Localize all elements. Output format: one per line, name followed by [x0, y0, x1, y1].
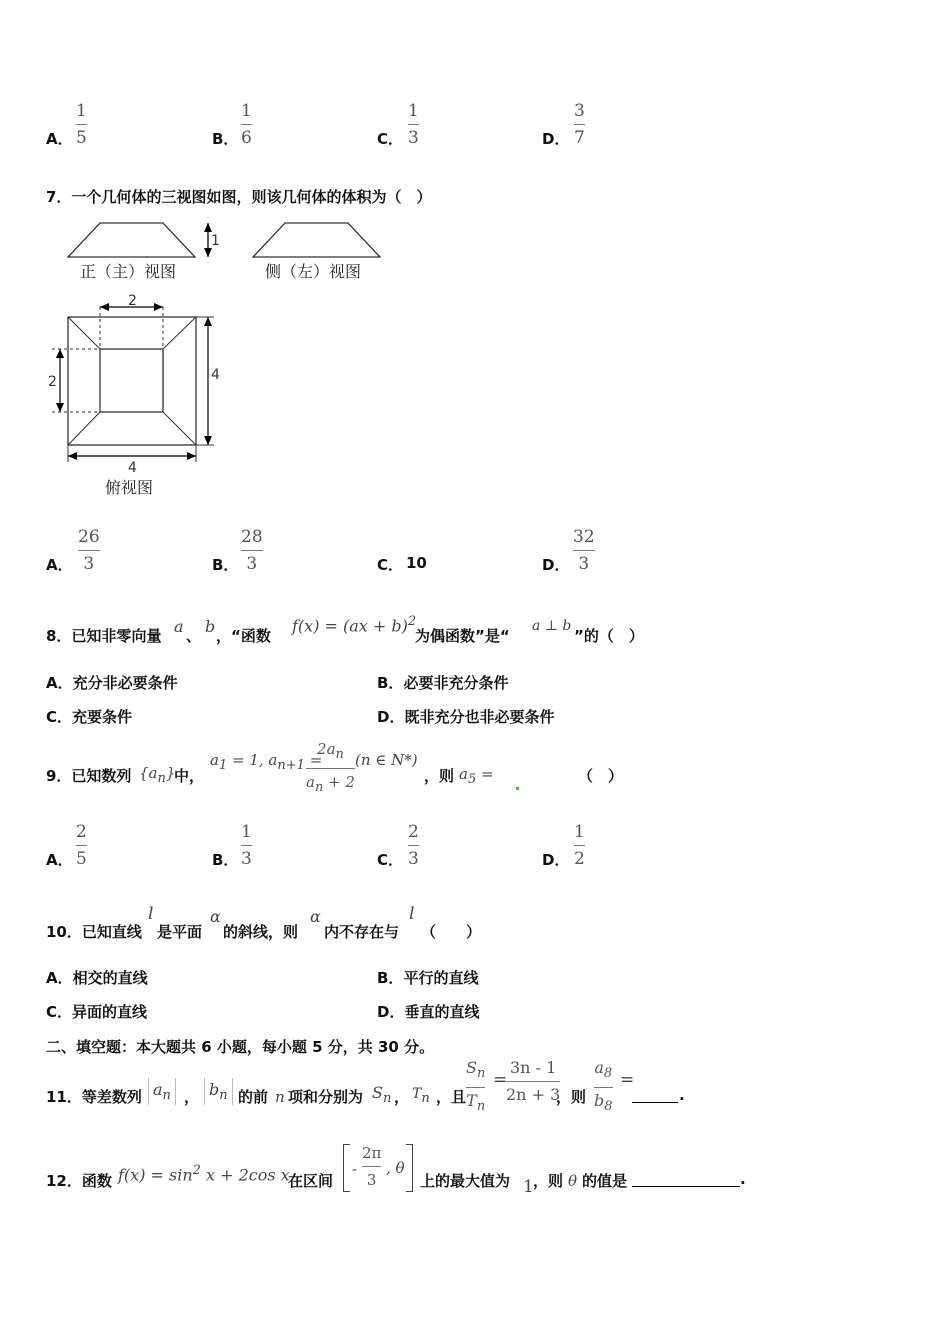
q10-option-a: A．相交的直线: [46, 969, 148, 987]
front-view-label: 正（主）视图: [80, 262, 177, 281]
q11-ratio: $S_n$ $T_n$: [466, 1058, 486, 1115]
q8-perp: a ⊥ b: [532, 618, 572, 634]
q10-text-4: 内不存在与: [324, 923, 400, 941]
q9-option-d-value: 1 2: [574, 822, 585, 869]
height-arrow-top: [204, 223, 212, 232]
q8-text-4: ”的（ ）: [574, 627, 644, 645]
q9-option-c-label: C．: [377, 851, 404, 869]
q12-text-3: 上的最大值为: [420, 1172, 511, 1190]
q7-option-a-label: A．: [46, 556, 73, 574]
q10-paren: （ ）: [421, 923, 482, 941]
top-view-label: 俯视图: [105, 478, 154, 497]
q8-option-a: A．充分非必要条件: [46, 674, 178, 692]
q8-vector-b: b: [205, 617, 216, 636]
q9-text-1: 9．已知数列: [46, 767, 132, 785]
q11-eq: =: [493, 1070, 508, 1090]
section-2-heading: 二、填空题：本大题共 6 小题，每小题 5 分，共 30 分。: [46, 1038, 435, 1056]
top-view-edge: [163, 317, 196, 349]
q7-option-c-label: C．: [377, 556, 404, 574]
q6-option-b-value: 1 6: [241, 101, 252, 148]
q9-condition-tail: (n ∈ N*): [355, 751, 418, 769]
q12-function: $f(x) = \sin^2 x + 2\cos$ x: [118, 1163, 290, 1185]
q9-option-c-value: 2 3: [408, 822, 419, 869]
q11-answer-blank[interactable]: [632, 1088, 678, 1103]
q9-text-3: ，则: [424, 767, 455, 785]
q12-minus: -: [352, 1160, 358, 1178]
q7-option-c-value: 10: [406, 554, 427, 572]
q8-text-3: 为偶函数”是“: [415, 627, 510, 645]
q10-text-1: 10．已知直线: [46, 923, 142, 941]
height-dim-label: 1: [211, 233, 220, 249]
q10-option-b: B．平行的直线: [377, 969, 479, 987]
left-dim-label: 2: [48, 374, 57, 390]
q10-option-d: D．垂直的直线: [377, 1003, 480, 1021]
q10-text-2: 是平面: [157, 923, 203, 941]
q7-three-view-figure: [48, 215, 400, 505]
q11-seq-a: $a_n$: [148, 1078, 176, 1105]
q9-option-a-value: 2 5: [76, 822, 87, 869]
q9-text-2: 中，: [174, 767, 205, 785]
q8-function: f(x) = (ax + b)$^2$: [292, 614, 417, 636]
q10-plane-alpha-2: α: [310, 907, 321, 926]
q8-option-d: D．既非充分也非必要条件: [377, 708, 555, 726]
side-view-label: 侧（左）视图: [265, 262, 362, 281]
q11-T: $T_n$: [412, 1086, 430, 1106]
q9-paren: （ ）: [578, 767, 624, 785]
q11-seq-b: $b_n$: [204, 1078, 233, 1105]
q11-end: .: [679, 1086, 685, 1104]
q6-option-a-value: 1 5: [76, 101, 87, 148]
q12-theta: θ: [568, 1172, 578, 1190]
q12-answer-blank[interactable]: [632, 1172, 740, 1187]
q10-option-c: C．异面的直线: [46, 1003, 148, 1021]
q6-option-b-label: B．: [212, 130, 239, 148]
q9-option-a-label: A．: [46, 851, 73, 869]
bottom-dim-label: 4: [128, 460, 137, 476]
q6-option-c-label: C．: [377, 130, 404, 148]
q11-text-4: ，且: [436, 1088, 467, 1106]
q7-option-a-value: 26 3: [78, 527, 100, 574]
q12-text-4: ，则: [533, 1172, 564, 1190]
q12-text-5: 的值是: [582, 1172, 628, 1190]
q7-option-b-value: 28 3: [241, 527, 263, 574]
q12-max-value: 1: [523, 1177, 534, 1197]
q10-line-l-2: l: [409, 904, 415, 924]
q12-end: .: [740, 1170, 746, 1188]
q11-text-2: 的前: [238, 1088, 269, 1106]
q12-interval-fraction: 2π 3: [362, 1144, 382, 1189]
q9-option-b-value: 1 3: [241, 822, 252, 869]
q12-bracket-left: [343, 1144, 350, 1192]
q9-option-b-label: B．: [212, 851, 239, 869]
q11-ask: $a_8$ $b_8$: [594, 1058, 613, 1115]
q9-sequence: $\{a_n\}$: [139, 764, 176, 786]
q8-text-1: 8．已知非零向量: [46, 627, 162, 645]
q12-bracket-right: [406, 1144, 413, 1192]
top-view-edge: [163, 412, 196, 445]
q7-option-d-value: 32 3: [573, 527, 595, 574]
q10-line-l: l: [148, 904, 154, 924]
q11-text-1: 11．等差数列: [46, 1088, 142, 1106]
q11-S: $S_n$: [372, 1083, 392, 1107]
q6-option-d-value: 3 7: [574, 101, 585, 148]
q12-text-2: 在区间: [288, 1172, 334, 1190]
q8-option-c: C．充要条件: [46, 708, 133, 726]
top-width-dim-label: 2: [128, 293, 137, 309]
q11-text-5: ，则: [556, 1088, 587, 1106]
q7-option-b-label: B．: [212, 556, 239, 574]
q7-option-d-label: D．: [542, 556, 570, 574]
side-view-trapezoid: [253, 223, 380, 257]
q7-stem: 7．一个几何体的三视图如图，则该几何体的体积为（ ）: [46, 188, 432, 206]
q6-option-d-label: D．: [542, 130, 570, 148]
q11-ask-eq: =: [620, 1070, 635, 1090]
q6-option-c-value: 1 3: [408, 101, 419, 148]
q8-vector-a: a: [174, 617, 184, 636]
q11-text-3: 项和分别为: [288, 1088, 364, 1106]
q9-dot-mark: [516, 787, 519, 790]
q6-option-a-label: A．: [46, 130, 73, 148]
q8-text-2: ，“函数: [216, 627, 271, 645]
q8-option-b: B．必要非充分条件: [377, 674, 509, 692]
q10-plane-alpha: α: [210, 907, 221, 926]
right-dim-label: 4: [211, 367, 220, 383]
q8-sep: 、: [186, 627, 202, 645]
q10-text-3: 的斜线，则: [223, 923, 299, 941]
q11-sep: ，: [184, 1088, 200, 1106]
q12-text-1: 12．函数: [46, 1172, 112, 1190]
height-arrow-bottom: [204, 248, 212, 257]
q9-option-d-label: D．: [542, 851, 570, 869]
q9-fraction: $2a_n$ $a_n + 2$: [306, 740, 355, 795]
top-view-edge: [68, 412, 100, 445]
q11-rhs: 3n - 1 2n + 3: [506, 1058, 561, 1104]
q11-comma: ，: [394, 1088, 410, 1106]
top-view-edge: [68, 317, 100, 349]
q9-ask: $a_5$ =: [459, 765, 494, 787]
top-view-inner-square: [100, 349, 163, 412]
q11-n: n: [275, 1088, 285, 1106]
q9-condition: $a_1 = 1$, $a_{n+1}$ =: [210, 751, 323, 773]
q12-interval-rest: , θ: [386, 1159, 405, 1177]
front-view-trapezoid: [68, 223, 195, 257]
